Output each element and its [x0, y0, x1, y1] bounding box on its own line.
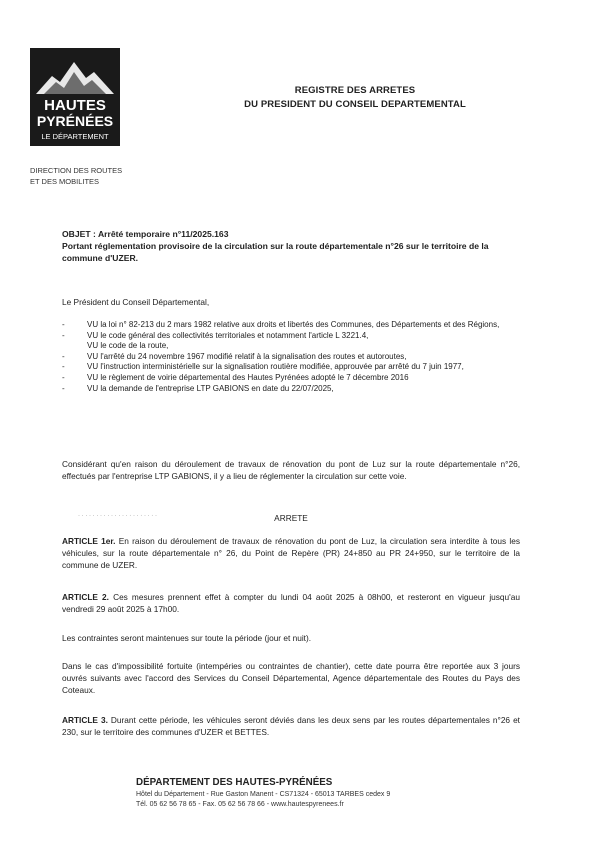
article-3-text: Durant cette période, les véhicules seront déviés dans les deux sens par les routes départementales n°26 et 230, sur le territoire des communes d'UZER et BETTES.	[62, 715, 520, 737]
department-logo-graphic	[30, 48, 120, 146]
objet-title: OBJET : Arrêté temporaire n°11/2025.163	[62, 229, 229, 239]
objet-block	[62, 228, 520, 264]
considerant-text: Considérant qu'en raison du déroulement de travaux de rénovation du pont de Luz sur la route départementale n°26, effectués par l'entreprise LTP GABIONS, il y a lieu de réglementer la circulation sur cette voie.	[62, 459, 520, 481]
vu-item: - VU la loi n° 82-213 du 2 mars 1982 relative aux droits et libertés des Communes, des Départements et des Régions,	[62, 320, 500, 329]
impossibilite-text: Dans le cas d'impossibilité fortuite (intempéries ou contraintes de chantier), cette date pourra être reportée aux 3 jours ouvrés suivants avec l'accord des Services du Conseil Départemental, Agence départementale des Routes du Pays des Coteaux.	[62, 661, 520, 695]
article-1	[62, 535, 520, 571]
direction-line1: DIRECTION DES ROUTES	[30, 166, 123, 175]
footer-title: DÉPARTEMENT DES HAUTES-PYRÉNÉES	[136, 777, 333, 788]
objet-description: Portant réglementation provisoire de la circulation sur la route départementale n°26 sur le territoire de la commune d'UZER.	[62, 241, 489, 263]
article-2-text: Ces mesures prennent effet à compter du lundi 04 août 2025 à 08h00, et resteront en vigueur jusqu'au vendredi 29 août 2025 à 17h00.	[62, 592, 520, 614]
direction-line2: ET DES MOBILITES	[30, 177, 100, 186]
vu-item: - VU l'instruction interministérielle sur la signalisation routière modifiée, approuvée par arrêté du 7 juin 1977,	[62, 362, 464, 372]
vu-item: - VU l'arrêté du 24 novembre 1967 modifié relatif à la signalisation des routes et autoroutes,	[62, 351, 407, 361]
article-1-text: En raison du déroulement de travaux de rénovation du pont de Luz, la circulation sera interdite à tous les véhicules, sur la route départementale n° 26, du Point de Repère (PR) 24+850 au PR 24+950, sur le territoire de la commune de UZER.	[62, 536, 520, 570]
logo-line2: PYRÉNÉES	[36, 113, 114, 129]
register-title-line2: DU PRESIDENT DU CONSEIL DEPARTEMENTAL	[244, 99, 466, 110]
article-2-label: ARTICLE 2.	[62, 592, 109, 602]
article-2	[62, 591, 520, 615]
logo-line1: HAUTES	[44, 97, 106, 114]
department-logo	[30, 48, 120, 146]
arrete-heading: ARRETE	[274, 513, 308, 523]
logo-line3: LE DÉPARTEMENT	[41, 132, 109, 141]
vu-item: VU le code de la route,	[87, 341, 169, 351]
vu-item: - VU le code général des collectivités territoriales et notamment l'article L 3221.4,	[62, 330, 369, 340]
contraintes-text: Les contraintes seront maintenues sur toute la période (jour et nuit).	[62, 633, 312, 643]
article-3	[62, 714, 520, 738]
register-title-line1: REGISTRE DES ARRETES	[294, 85, 416, 96]
vu-item: - VU le règlement de voirie départemental des Hautes Pyrénées adopté le 7 décembre 2016	[62, 372, 409, 382]
article-1-label: ARTICLE 1er.	[62, 536, 116, 546]
intro-text: Le Président du Conseil Départemental,	[62, 297, 210, 307]
article-3-label: ARTICLE 3.	[62, 715, 108, 725]
footer-contact: Tél. 05 62 56 78 65 - Fax. 05 62 56 78 66 - www.hautespyrenees.fr	[136, 801, 344, 808]
vu-item: - VU la demande de l'entreprise LTP GABIONS en date du 22/07/2025,	[62, 383, 334, 393]
footer-address: Hôtel du Département - Rue Gaston Manent - CS71324 - 65013 TARBES cedex 9	[136, 791, 391, 798]
vu-list	[62, 320, 520, 394]
